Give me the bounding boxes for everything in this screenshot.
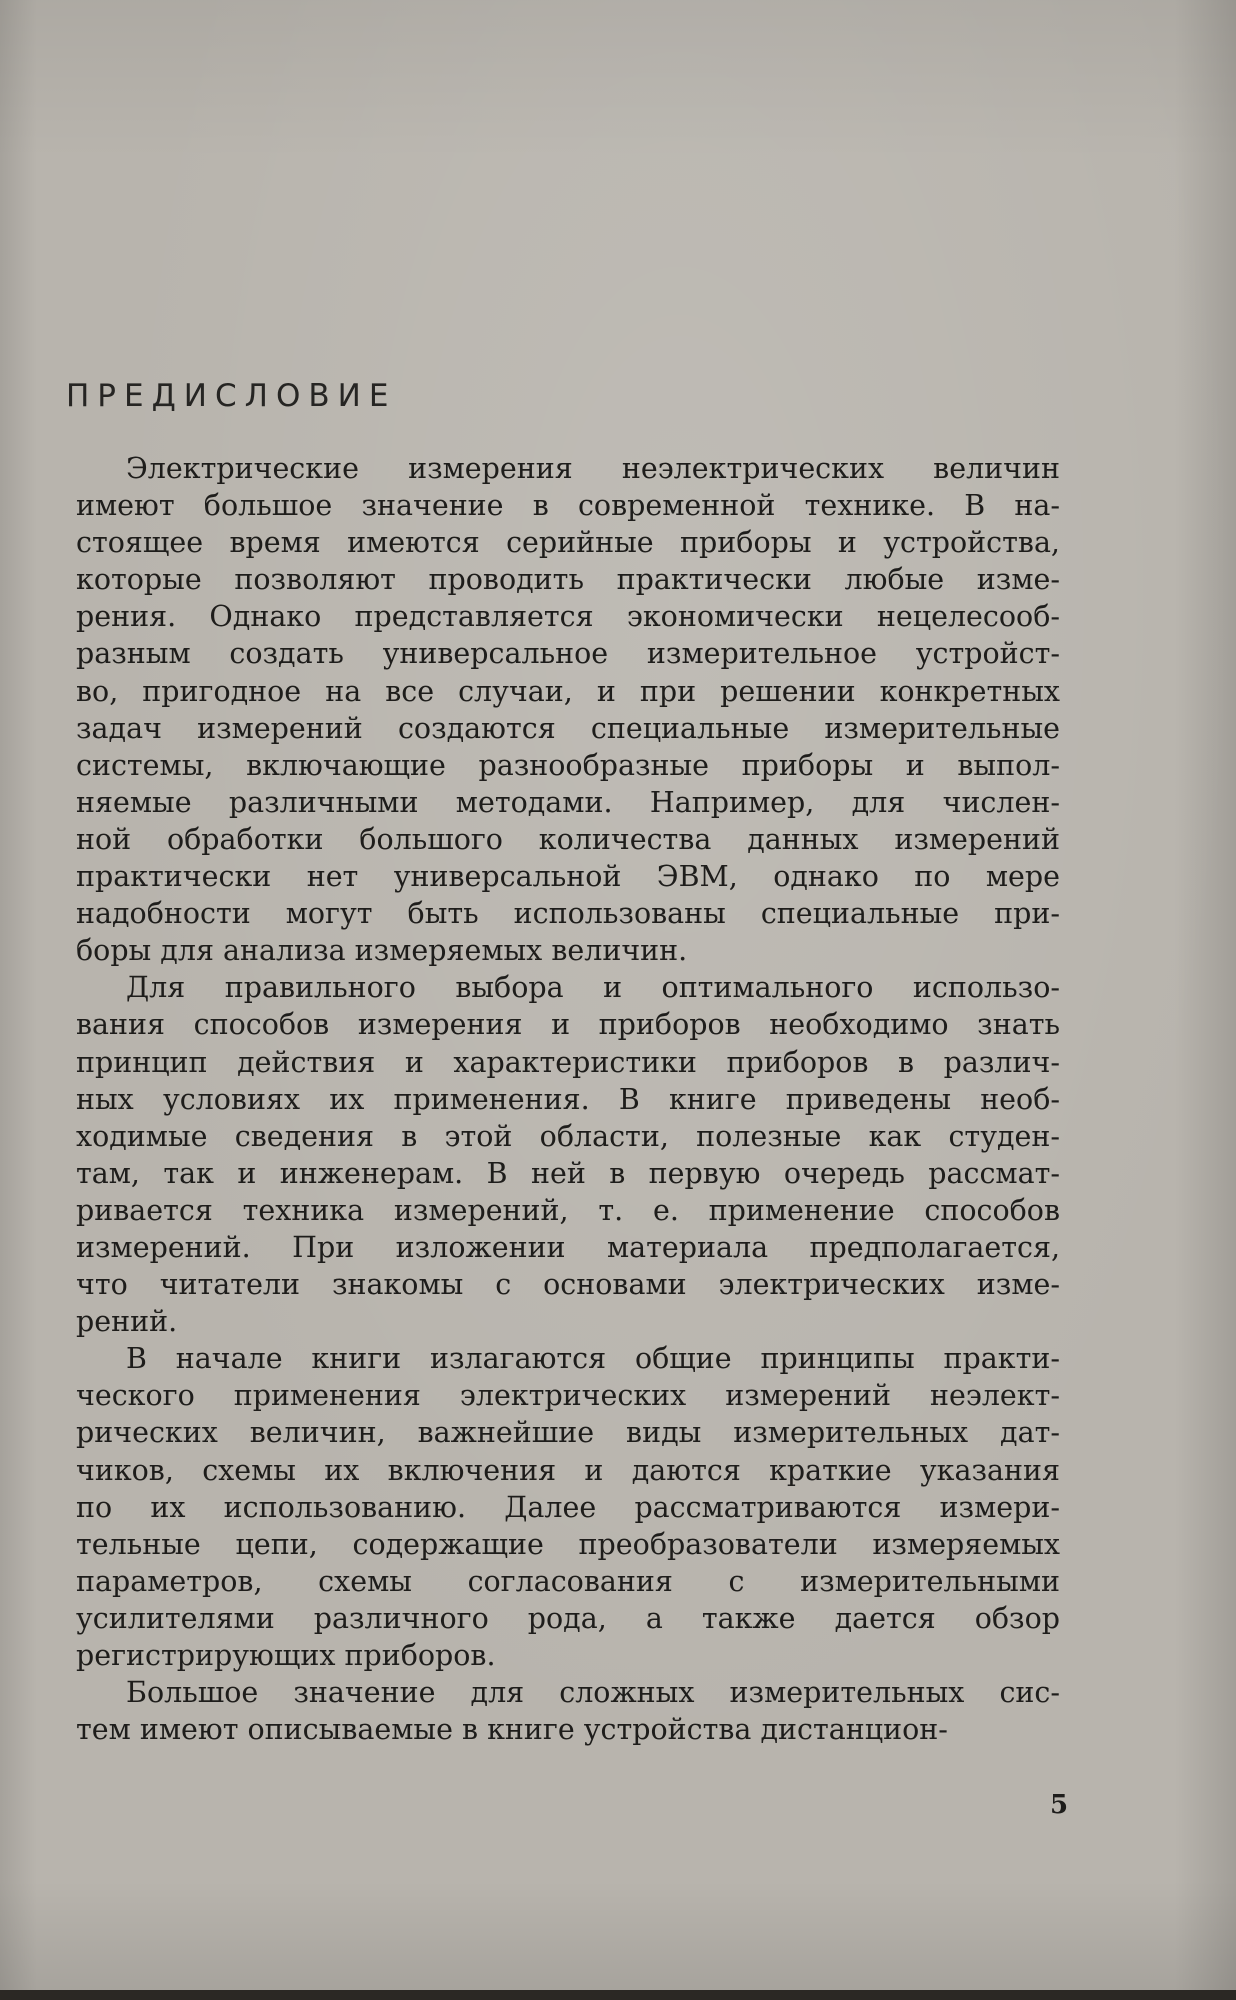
paragraph [76, 969, 1060, 1340]
paragraph [76, 450, 1060, 969]
text-line: Большое значение для сложных измерительных сис- [126, 1676, 1060, 1710]
text-line: стоящее время имеются серийные приборы и устройства, [76, 526, 1060, 560]
text-line: имеют большое значение в современной технике. В на- [76, 489, 1060, 523]
text-line: няемые различными методами. Например, для числен- [76, 785, 1060, 819]
text-line: принцип действия и характеристики приборов в различ- [76, 1045, 1060, 1079]
text-line: тем имеют описываемые в книге устройства дистанцион- [76, 1713, 948, 1747]
text-line: по их использованию. Далее рассматриваются измери- [76, 1490, 1060, 1524]
text-line: рений. [76, 1305, 178, 1339]
text-line: которые позволяют проводить практически любые изме- [76, 563, 1060, 597]
text-line: измерений. При изложении материала предполагается, [76, 1230, 1060, 1264]
text-line: рических величин, важнейшие виды измерительных дат- [76, 1416, 1060, 1450]
text-line: рения. Однако представляется экономически нецелесооб- [76, 600, 1060, 634]
text-line: там, так и инженерам. В ней в первую очередь рассмат- [76, 1156, 1060, 1190]
paragraph [76, 1674, 1060, 1748]
text-line: задач измерений создаются специальные измерительные [76, 711, 1060, 745]
text-line: регистрирующих приборов. [76, 1639, 496, 1672]
text-line: боры для анализа измеряемых величин. [76, 934, 688, 968]
text-line: чиков, схемы их включения и даются краткие указания [76, 1453, 1060, 1487]
text-line: что читатели знакомы с основами электрических изме- [76, 1268, 1060, 1302]
body-text [76, 450, 1060, 1748]
page-title: ПРЕДИСЛОВИЕ [66, 378, 397, 414]
text-line: тельные цепи, содержащие преобразователи измеряемых [76, 1527, 1060, 1561]
text-line: надобности могут быть использованы специальные при- [76, 897, 1060, 931]
text-line: параметров, схемы согласования с измерительными [76, 1564, 1060, 1598]
text-line: ческого применения электрических измерений неэлект- [76, 1379, 1060, 1413]
text-line: разным создать универсальное измерительное устройст- [76, 637, 1060, 671]
text-line: ривается техника измерений, т. е. применение способов [76, 1193, 1060, 1227]
text-line: во, пригодное на все случаи, и при решении конкретных [76, 674, 1060, 708]
page-edge [0, 1990, 1236, 2000]
text-line: Электрические измерения неэлектрических величин [126, 452, 1060, 485]
page-number: 5 [1050, 1790, 1069, 1820]
text-line: ной обработки большого количества данных измерений [76, 822, 1060, 856]
text-line: системы, включающие разнообразные приборы и выпол- [76, 748, 1060, 782]
text-line: вания способов измерения и приборов необходимо знать [76, 1008, 1060, 1042]
text-line: Для правильного выбора и оптимального использо- [126, 971, 1060, 1005]
text-line: практически нет универсальной ЭВМ, однако по мере [76, 860, 1060, 894]
text-line: усилителями различного рода, а также дается обзор [76, 1601, 1060, 1635]
text-line: ходимые сведения в этой области, полезные как студен- [76, 1119, 1060, 1153]
text-line: ных условиях их применения. В книге приведены необ- [76, 1082, 1060, 1116]
text-line: В начале книги излагаются общие принципы практи- [126, 1342, 1060, 1376]
paragraph [76, 1340, 1060, 1674]
